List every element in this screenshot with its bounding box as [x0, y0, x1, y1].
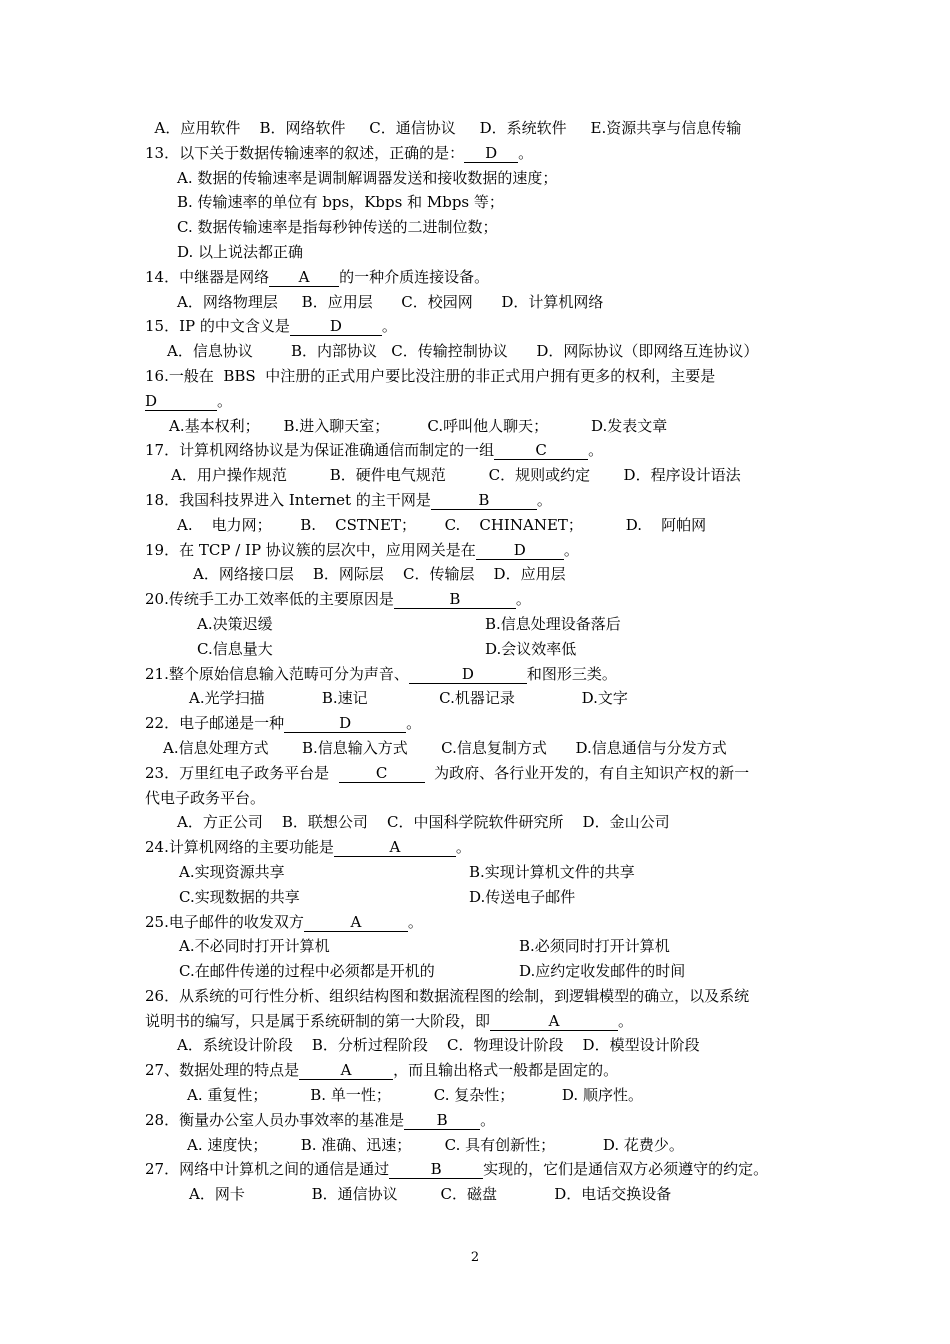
option-a: A.实现资源共享 — [179, 862, 285, 881]
answer-blank: D — [284, 715, 406, 733]
option-line: A. 速度快； B. 准确、迅速； C. 具有创新性； D. 花费少。 — [187, 1135, 684, 1154]
question-19: 19．在 TCP / IP 协议簇的层次中，应用网关是在 D 。 — [145, 540, 579, 559]
answer-blank: B — [389, 1161, 483, 1179]
answer-blank: A — [490, 1013, 618, 1031]
question-16-answer: D 。 — [145, 391, 233, 410]
question-17: 17．计算机网络协议是为保证准确通信而制定的一组 C 。 — [145, 441, 604, 460]
option-line: A．网卡 B．通信协议 C．磁盘 D．电话交换设备 — [189, 1185, 672, 1204]
option-row — [145, 637, 810, 662]
option-d: D.传送电子邮件 — [469, 887, 576, 906]
option-b: B.必须同时打开计算机 — [519, 937, 670, 956]
answer-blank: D — [145, 393, 217, 411]
answer-blank: D — [409, 666, 527, 684]
option-c: C.信息量大 — [197, 639, 273, 658]
option-line: A．信息协议 B．内部协议 C．传输控制协议 D．网际协议（即网络互连协议） — [167, 342, 759, 361]
answer-blank: C — [339, 765, 425, 783]
option-line: A．方正公司 B．联想公司 C．中国科学院软件研究所 D．金山公司 — [177, 813, 670, 832]
option-c: C.实现数据的共享 — [179, 887, 300, 906]
document-body — [145, 116, 810, 1207]
option-line: B. 传输速率的单位有 bps，Kbps 和 Mbps 等； — [177, 193, 504, 212]
option-line: A．用户操作规范 B．硬件电气规范 C．规则或约定 D．程序设计语法 — [171, 466, 741, 485]
option-line: A．系统设计阶段 B．分析过程阶段 C．物理设计阶段 D．模型设计阶段 — [177, 1036, 700, 1055]
answer-blank: C — [494, 442, 588, 460]
question-16: 16.一般在 BBS 中注册的正式用户要比没注册的非正式用户拥有更多的权利，主要是 — [145, 366, 716, 385]
question-24: 24.计算机网络的主要功能是 A 。 — [145, 838, 471, 857]
question-13: 13．以下关于数据传输速率的叙述，正确的是： D 。 — [145, 143, 534, 162]
answer-blank: D — [290, 318, 382, 336]
question-26-cont: 说明书的编写，只是属于系统研制的第一大阶段，即 A 。 — [145, 1011, 634, 1030]
option-line: A.信息处理方式 B.信息输入方式 C.信息复制方式 D.信息通信与分发方式 — [163, 738, 727, 757]
question-25: 25.电子邮件的收发双方 A 。 — [145, 912, 423, 931]
option-line: A. 重复性； B. 单一性； C. 复杂性； D. 顺序性。 — [187, 1086, 643, 1105]
option-line: A.光学扫描 B.速记 C.机器记录 D.文字 — [189, 689, 628, 708]
option-b: B.实现计算机文件的共享 — [469, 862, 635, 881]
question-18: 18．我国科技界进入 Internet 的主干网是 B 。 — [145, 490, 552, 509]
option-a: A.决策迟缓 — [197, 614, 273, 633]
option-row — [145, 959, 810, 984]
option-row — [145, 934, 810, 959]
question-27a: 27、数据处理的特点是 A ，而且输出格式一般都是固定的。 — [145, 1061, 619, 1080]
option-row — [145, 612, 810, 637]
option-line: A．网络接口层 B．网际层 C．传输层 D．应用层 — [193, 565, 566, 584]
option-line: A．应用软件 B．网络软件 C．通信协议 D．系统软件 E.资源共享与信息传输 — [145, 119, 742, 137]
question-20: 20.传统手工办工效率低的主要原因是 B 。 — [145, 590, 531, 609]
option-a: A.不必同时打开计算机 — [179, 937, 330, 956]
answer-blank: D — [476, 542, 564, 560]
option-row — [145, 860, 810, 885]
question-26: 26．从系统的可行性分析、组织结构图和数据流程图的绘制，到逻辑模型的确立，以及系统 — [145, 986, 750, 1005]
question-23: 23．万里红电子政务平台是 C 为政府、各行业开发的，有自主知识产权的新一 — [145, 763, 750, 782]
option-line: A. 数据的传输速率是调制解调器发送和接收数据的速度； — [177, 168, 558, 187]
option-row — [145, 885, 810, 910]
answer-blank: A — [304, 914, 408, 932]
question-14: 14．中继器是网络 A 的一种介质连接设备。 — [145, 267, 490, 286]
option-line: A．网络物理层 B．应用层 C．校园网 D．计算机网络 — [177, 292, 604, 311]
option-c: C.在邮件传递的过程中必须都是开机的 — [179, 962, 435, 981]
option-b: B.信息处理设备落后 — [485, 614, 621, 633]
answer-blank: B — [431, 492, 537, 510]
answer-blank: A — [299, 1062, 393, 1080]
question-15: 15．IP 的中文含义是 D 。 — [145, 317, 397, 336]
question-28: 28．衡量办公室人员办事效率的基准是 B 。 — [145, 1110, 496, 1129]
question-23-cont: 代电子政务平台。 — [145, 788, 266, 807]
option-line: A.基本权利； B.进入聊天室； C.呼叫他人聊天； D.发表文章 — [169, 416, 668, 435]
question-22: 22．电子邮递是一种 D 。 — [145, 714, 422, 733]
answer-blank: A — [334, 839, 456, 857]
page-number: 2 — [470, 1250, 480, 1265]
answer-blank: B — [394, 591, 516, 609]
option-line: A. 电力网； B. CSTNET； C. CHINANET； D. 阿帕网 — [177, 515, 707, 534]
answer-blank: D — [464, 145, 518, 163]
option-line: D. 以上说法都正确 — [177, 242, 304, 261]
option-line: C. 数据传输速率是指每秒钟传送的二进制位数； — [177, 218, 498, 237]
answer-blank: B — [404, 1112, 480, 1130]
option-d: D.会议效率低 — [485, 639, 577, 658]
answer-blank: A — [269, 269, 339, 287]
option-d: D.应约定收发邮件的时间 — [519, 962, 686, 981]
question-27b: 27．网络中计算机之间的通信是通过 B 实现的，它们是通信双方必须遵守的约定。 — [145, 1160, 769, 1179]
question-21: 21.整个原始信息输入范畴可分为声音、 D 和图形三类。 — [145, 664, 617, 683]
